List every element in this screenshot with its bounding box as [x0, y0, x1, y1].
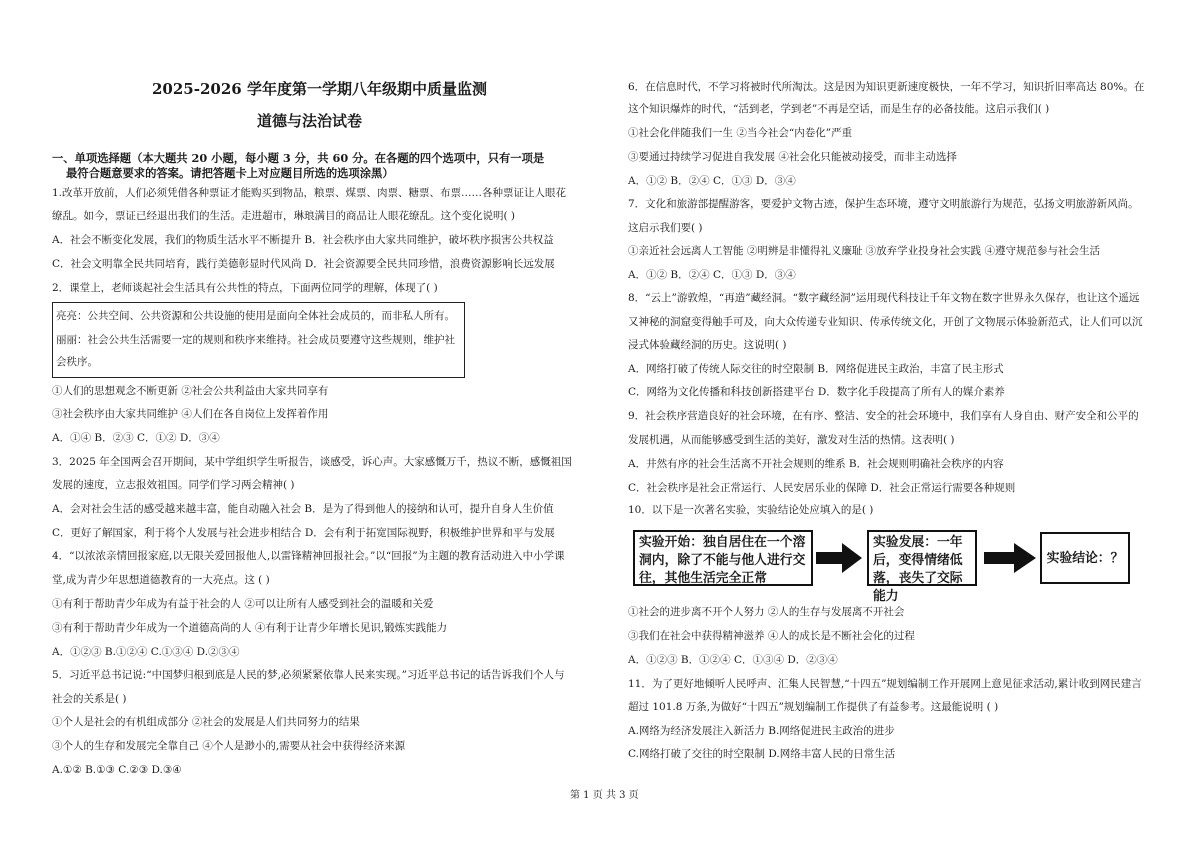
q1-stem: 1.改革开放前，人们必须凭借各种票证才能购买到物品，粮票、煤票、肉票、糖票、布票……各种票证让人眼花 [52, 187, 567, 199]
q1-options-cd: C．社会文明靠全民共同培育，践行美德彰显时代风尚 D．社会资源要全民共同珍惜，浪费资源影响长远发展 [52, 258, 555, 270]
q2-quote-lili-cont: 会秩序。 [56, 356, 98, 368]
q8-stem-cont2: 浸式体验藏经洞的历史。这说明( ) [628, 339, 787, 351]
section-heading-cont: 最符合题意要求的答案。请把答题卡上对应题目所选的选项涂黑） [66, 166, 394, 180]
q2-quote-lili: 丽丽：社会公共生活需要一定的规则和秩序来维持。社会成员要遵守这些规则，维护社 [56, 334, 455, 346]
q2-quote-liangliang: 亮亮：公共空间、公共资源和公共设施的使用是面向全体社会成员的，而非私人所有。 [56, 310, 455, 322]
q11-stem-cont: 超过 101.8 万条,为做好“十四五”规划编制工作提供了有益参考。这最能说明 ( ) [628, 701, 999, 713]
q4-stem-cont: 堂,成为青少年思想道德教育的一大亮点。这 ( ) [52, 574, 270, 586]
q11-stem: 11．为了更好地倾听人民呼声、汇集人民智慧,“十四五”规划编制工作开展网上意见征求活动,累计收到网民建言 [628, 678, 1142, 690]
exam-title: 2025-2026 学年度第一学期八年级期中质量监测 [152, 80, 487, 98]
q2-options-12: ①人们的思想观念不断更新 ②社会公共利益由大家共同享有 [52, 385, 329, 397]
q4-answers: A．①②③ B.①②④ C.①③④ D.②③④ [52, 646, 240, 658]
q3-stem-cont: 发展的速度，立志报效祖国。同学们学习两会精神( ) [52, 479, 295, 491]
q5-stem: 5．习近平总书记说:“中国梦归根到底是人民的梦,必须紧紧依靠人民来实现。”习近平总书记的话告诉我们个人与 [52, 669, 565, 681]
q4-options-12: ①有利于帮助青少年成为有益于社会的人 ②可以让所有人感受到社会的温暖和关爱 [52, 598, 434, 610]
q4-options-34: ③有利于帮助青少年成为一个道德高尚的人 ④有利于让青少年增长见识,锻炼实践能力 [52, 622, 448, 634]
q1-options-ab: A．社会不断变化发展，我们的物质生活水平不断提升 B．社会秩序由大家共同维护，破坏秩序损害公共权益 [52, 234, 554, 246]
q8-stem-cont: 又神秘的洞窟变得触手可及，向大众传递专业知识、传承传统文化，开创了文物展示体验新范式，让人们可以沉 [628, 316, 1143, 328]
q6-answers: A．①② B．②④ C．①③ D．③④ [628, 175, 796, 187]
q9-options-cd: C．社会秩序是社会正常运行、人民安居乐业的保障 D．社会正常运行需要各种规则 [628, 482, 1016, 494]
q6-options-12: ①社会化伴随我们一生 ②当今社会“内卷化”严重 [628, 127, 853, 139]
page-number: 第 1 页 共 3 页 [570, 790, 639, 801]
experiment-start-box: 实验开始：独自居住在一个溶洞内，除了不能与他人进行交往，其他生活完全正常 [633, 530, 813, 586]
q4-stem: 4．“以浓浓亲情回报家庭,以无限关爱回报他人,以雷锋精神回报社会。”以“回报”为主题的教育活动进入中小学课 [52, 550, 565, 562]
q7-answers: A．①② B．②④ C．①③ D．③④ [628, 269, 796, 281]
q2-options-34: ③社会秩序由大家共同维护 ④人们在各自岗位上发挥着作用 [52, 408, 329, 420]
q11-options-cd: C.网络打破了交往的时空限制 D.网络丰富人民的日常生活 [628, 748, 896, 760]
q8-stem: 8．“云上”游敦煌，“再造”藏经洞。“数字藏经洞”运用现代科技让千年文物在数字世界永久保存，也让这个遥远 [628, 292, 1140, 304]
section-heading: 一、单项选择题（本大题共 20 小题，每小题 3 分，共 60 分。在各题的四个选项中，只有一项是 [52, 151, 545, 165]
arrow-right-icon [816, 543, 862, 573]
experiment-development-box: 实验发展：一年后，变得情绪低落，丧失了交际能力 [867, 530, 977, 586]
q1-stem-cont: 缭乱。如今，票证已经退出我们的生活。走进超市，琳琅满目的商品让人眼花缭乱。这个变化说明( ) [52, 210, 516, 222]
q2-answers: A．①④ B．②③ C．①② D．③④ [52, 432, 220, 444]
q3-options-ab: A．会对社会生活的感受越来越丰富，能自动融入社会 B．是为了得到他人的接纳和认可，提升自身人生价值 [52, 503, 554, 515]
q10-options-12: ①社会的进步离不开个人努力 ②人的生存与发展离不开社会 [628, 606, 905, 618]
q2-stem: 2．课堂上，老师谈起社会生活具有公共性的特点，下面两位同学的理解，体现了( ) [52, 282, 438, 294]
q8-options-cd: C．网络为文化传播和科技创新搭建平台 D．数字化手段提高了所有人的媒介素养 [628, 386, 1005, 398]
q10-stem: 10．以下是一次著名实验，实验结论处应填入的是( ) [628, 504, 874, 516]
q10-answers: A．①②③ B．①②④ C．①③④ D．②③④ [628, 654, 838, 666]
q9-stem-cont: 发展机遇，从而能够感受到生活的美好，激发对生活的热情。这表明( ) [628, 434, 955, 446]
q6-stem-cont: 这个知识爆炸的时代，“活到老，学到老”不再是空话，而是生存的必备技能。这启示我们( ) [628, 103, 1050, 115]
q5-stem-cont: 社会的关系是( ) [52, 693, 127, 705]
exam-subtitle: 道德与法治试卷 [257, 112, 363, 130]
experiment-conclusion-box: 实验结论：？ [1040, 532, 1130, 584]
q11-options-ab: A.网络为经济发展注入新活力 B.网络促进民主政治的进步 [628, 725, 895, 737]
q5-options-34: ③个人的生存和发展完全靠自己 ④个人是渺小的,需要从社会中获得经济来源 [52, 740, 406, 752]
q5-answers: A.①② B.①③ C.②③ D.③④ [52, 764, 182, 776]
q6-stem: 6．在信息时代，不学习将被时代所淘汰。这是因为知识更新速度极快，一年不学习，知识折旧率高达 80%。在 [628, 81, 1145, 93]
q9-options-ab: A．井然有序的社会生活离不开社会规则的维系 B．社会规则明确社会秩序的内容 [628, 458, 1004, 470]
q7-options: ①亲近社会远离人工智能 ②明辨是非懂得礼义廉耻 ③放弃学业投身社会实践 ④遵守规范参与社会生活 [628, 245, 1101, 257]
q8-options-ab: A．网络打破了传统人际交往的时空限制 B．网络促进民主政治，丰富了民主形式 [628, 363, 1004, 375]
q3-stem: 3．2025 年全国两会召开期间，某中学组织学生听报告，谈感受，诉心声。大家感慨万千，热议不断，感慨祖国 [52, 456, 572, 468]
q6-options-34: ③要通过持续学习促进自我发展 ④社会化只能被动接受，而非主动选择 [628, 151, 957, 163]
q3-options-cd: C．更好了解国家，利于将个人发展与社会进步相结合 D．会有利于拓宽国际视野，积极维护世界和平与发展 [52, 527, 555, 539]
q7-stem-cont: 这启示我们要( ) [628, 222, 703, 234]
q5-options-12: ①个人是社会的有机组成部分 ②社会的发展是人们共同努力的结果 [52, 716, 360, 728]
arrow-right-icon [984, 543, 1036, 573]
q10-options-34: ③我们在社会中获得精神滋养 ④人的成长是不断社会化的过程 [628, 630, 915, 642]
q9-stem: 9．社会秩序营造良好的社会环境，在有序、整洁、安全的社会环境中，我们享有人身自由、财产安全和公平的 [628, 410, 1139, 422]
q7-stem: 7．文化和旅游部提醒游客，要爱护文物古迹，保护生态环境，遵守文明旅游行为规范，弘扬文明旅游新风尚。 [628, 198, 1139, 210]
